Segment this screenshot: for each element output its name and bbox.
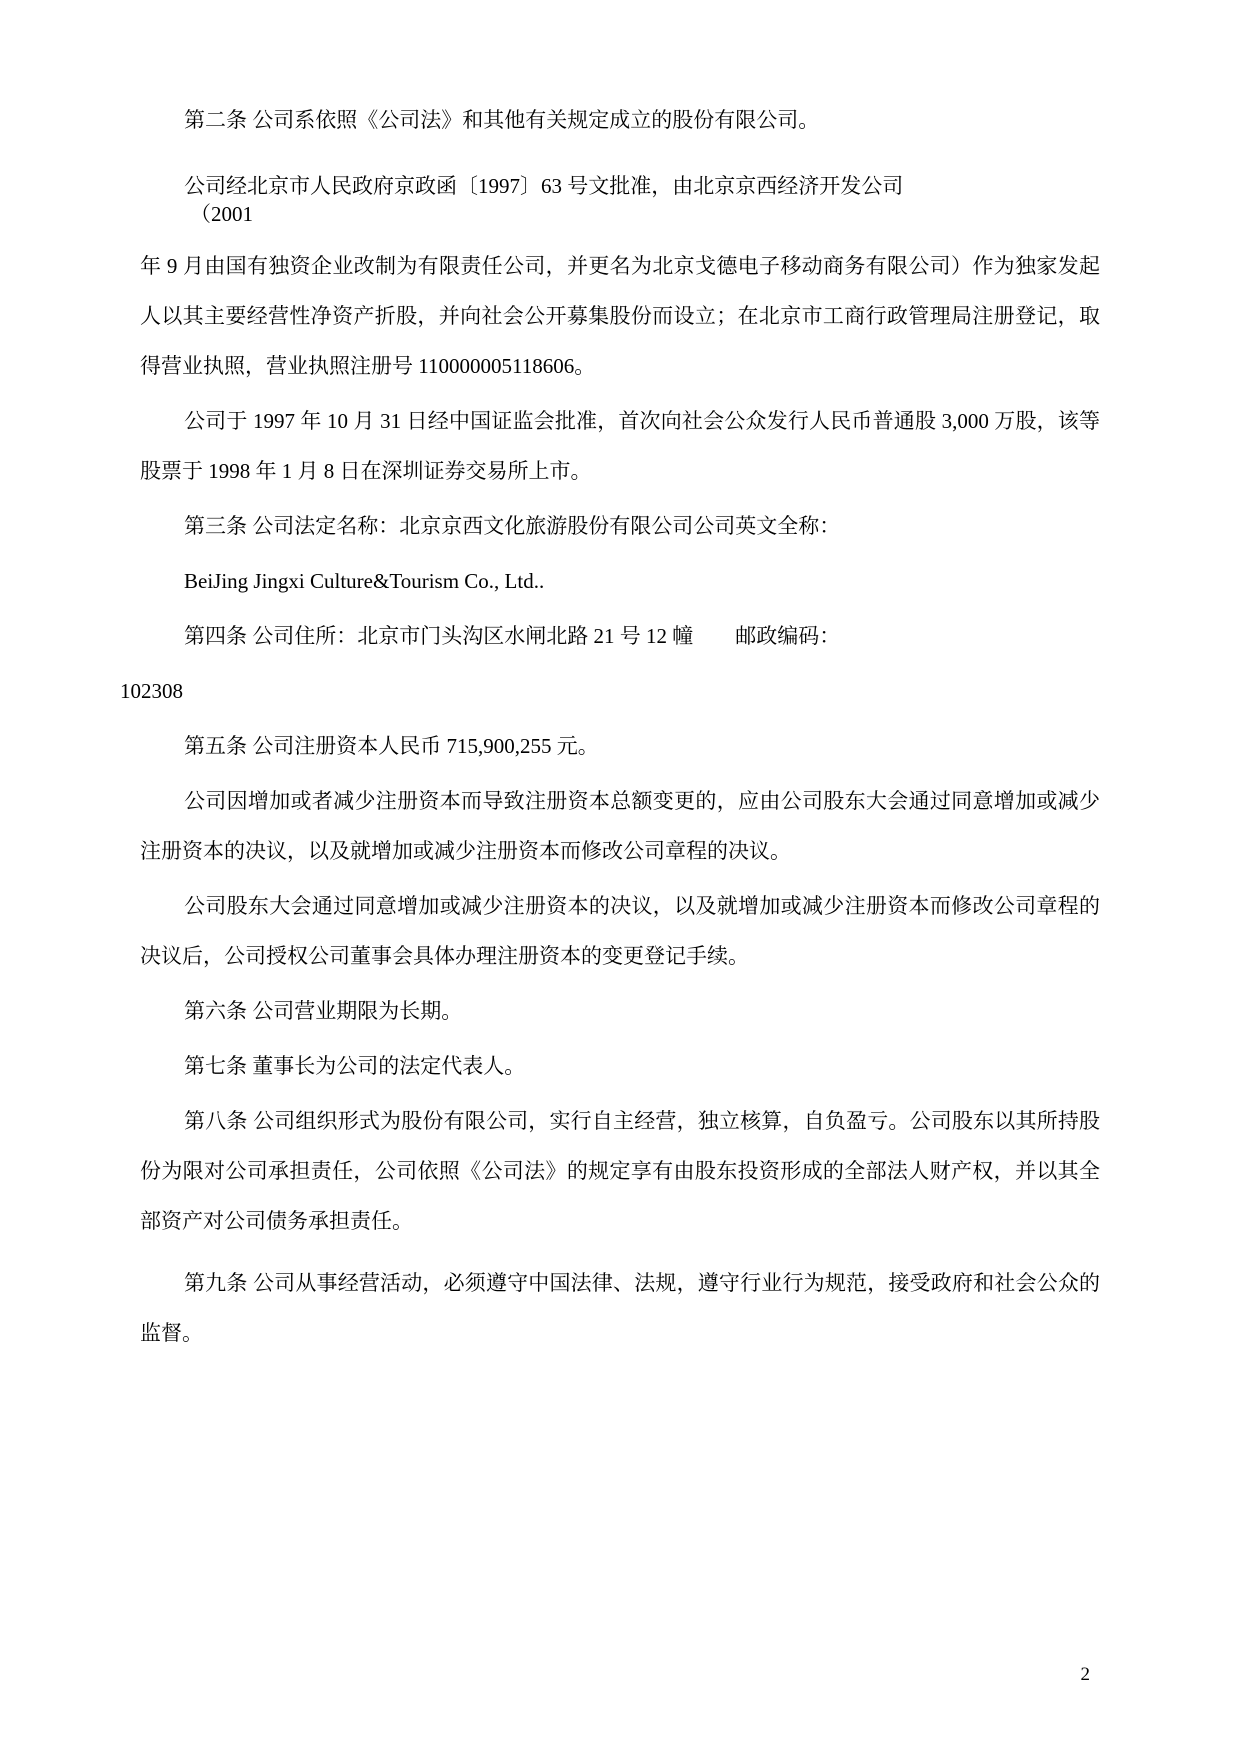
paragraph-capital-change: 公司因增加或者减少注册资本而导致注册资本总额变更的，应由公司股东大会通过同意增加或减少注册资本的决议，以及就增加或减少注册资本而修改公司章程的决议。 (140, 789, 1100, 863)
paragraph-article-9: 第九条 公司从事经营活动，必须遵守中国法律、法规，遵守行业行为规范，接受政府和社会公众的监督。 (140, 1271, 1100, 1345)
paragraph-article-8: 第八条 公司组织形式为股份有限公司，实行自主经营，独立核算，自负盈亏。公司股东以其所持股份为限对公司承担责任，公司依照《公司法》的规定享有由股东投资形成的全部法人财产权，并以其全部资产对公司债务承担责任。 (140, 1109, 1100, 1233)
paragraph-article-4: 第四条 公司住所：北京市门头沟区水闸北路 21 号 12 幢 邮政编码： (184, 624, 841, 648)
page-number: 2 (1080, 1664, 1090, 1685)
document-body (120, 95, 1100, 1363)
paragraph-approval: 公司经北京市人民政府京政函〔1997〕63 号文批准，由北京京西经济开发公司 (184, 174, 904, 198)
paragraph-capital-procedure: 公司股东大会通过同意增加或减少注册资本的决议，以及就增加或减少注册资本而修改公司章程的决议后，公司授权公司董事会具体办理注册资本的变更登记手续。 (140, 894, 1100, 968)
line-2001-fragment: （2001 (190, 202, 253, 226)
paragraph-article-3: 第三条 公司法定名称：北京京西文化旅游股份有限公司公司英文全称： (184, 514, 841, 538)
paragraph-article-6: 第六条 公司营业期限为长期。 (184, 999, 463, 1023)
paragraph-restructure: 年 9 月由国有独资企业改制为有限责任公司，并更名为北京戈德电子移动商务有限公司）作为独家发起人以其主要经营性净资产折股，并向社会公开募集股份而设立；在北京市工商行政管理局注册登记，取得营业执照，营业执照注册号 110000005118606。 (140, 254, 1100, 378)
paragraph-article-7: 第七条 董事长为公司的法定代表人。 (184, 1054, 526, 1078)
line-postal-code: 102308 (120, 679, 183, 703)
paragraph-ipo: 公司于 1997 年 10 月 31 日经中国证监会批准，首次向社会公众发行人民币普通股 3,000 万股，该等股票于 1998 年 1 月 8 日在深圳证券交易所上市。 (140, 409, 1100, 483)
paragraph-article-5: 第五条 公司注册资本人民币 715,900,255 元。 (184, 734, 599, 758)
line-english-company-name: BeiJing Jingxi Culture&Tourism Co., Ltd.. (184, 569, 545, 593)
paragraph-article-2: 第二条 公司系依照《公司法》和其他有关规定成立的股份有限公司。 (184, 108, 820, 132)
